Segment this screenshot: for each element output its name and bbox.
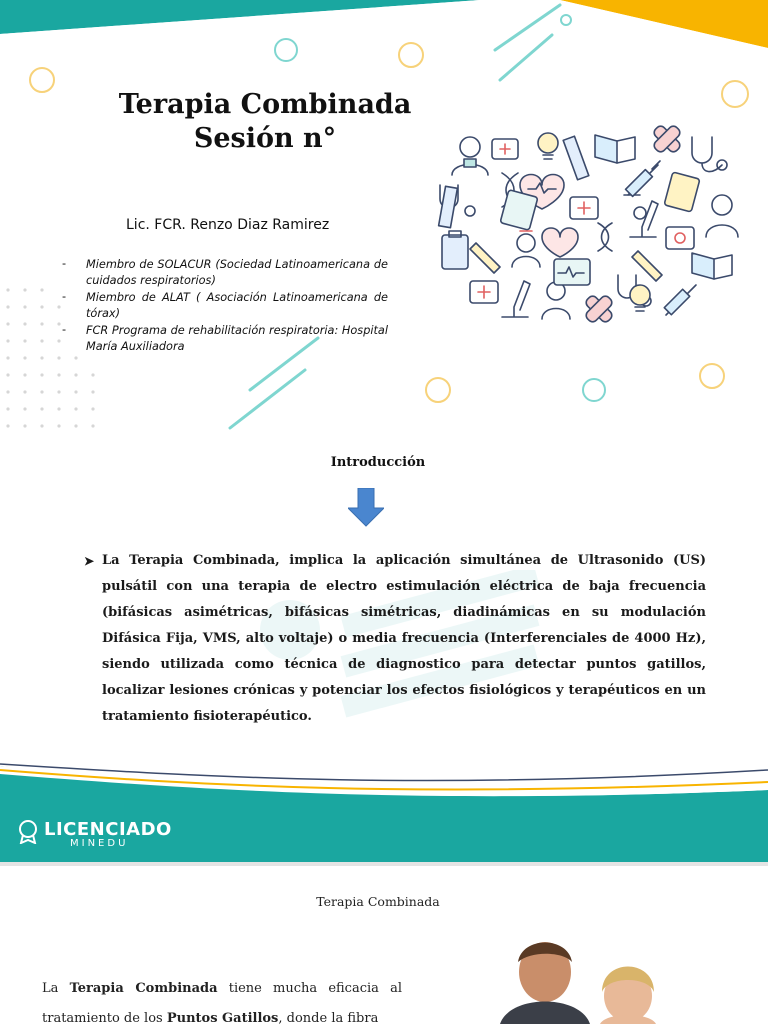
heart-icon [542,228,578,257]
bandage-icon [584,294,614,324]
brand-logo-subtext: MINEDU [70,838,129,849]
slide-2-paragraph [42,974,402,1024]
therapist-patient-photo [490,934,690,1024]
dna-icon [598,223,612,251]
lightbulb-icon [630,285,650,311]
introduction-heading: Introducción [330,455,426,470]
membership-text: FCR Programa de rehabilitación respiratoria: Hospital María Auxiliadora [86,324,388,353]
nurse-icon [512,231,540,267]
ruler-icon [563,136,589,180]
book-icon [595,135,635,163]
list-item [60,257,388,289]
clipboard-icon [442,231,468,269]
pencil-icon [470,243,500,273]
presentation-title [70,88,460,156]
dash-bullet: - [62,323,67,336]
list-item [60,323,388,355]
dash-bullet: - [62,257,67,270]
first-aid-kit-icon [570,197,598,219]
stethoscope-icon [692,137,727,172]
introduction-text: La Terapia Combinada, implica la aplicación simultánea de Ultrasonido (US) pulsátil con una terapia de electro estimulación eléctrica de baja frecuencia (bifásicas asimétricas, bifásicas simétricas, diadinámicas en su modulación Difásica Fija, VMS, alto voltaje) o media frecuencia (Interferenciales de 4000 Hz), siendo utilizada como técnica de diagnostico para detectar puntos gatillos, localizar lesiones crónicas y potenciar los efectos fisiológicos y terapéuticos en un tratamiento fisioterapéutico. [102,553,706,724]
slide-2 [0,866,768,1024]
microscope-icon [502,281,530,317]
book-icon [692,253,732,279]
syringe-icon [664,285,696,315]
medicine-box-icon [666,227,694,249]
notepad-icon [664,172,700,212]
para-middle: tiene mucha eficacia al tratamiento de los [42,981,402,1024]
author-name: Lic. FCR. Renzo Diaz Ramirez [126,217,330,233]
graduation-badge-icon [16,818,40,844]
notebook-icon [500,190,538,231]
list-item [60,290,388,322]
para-bold-term-2: Puntos Gatillos [166,1011,279,1024]
title-line-2: Sesión n° [193,123,337,154]
dash-bullet: - [62,290,67,303]
arrow-down-icon [348,488,384,528]
bandage-icon [652,125,682,154]
arrow-bullet-icon: ➤ [84,554,95,568]
para-bold-term: Terapia Combinada [69,981,218,996]
slide-2-title: Terapia Combinada [316,894,440,909]
membership-text: Miembro de ALAT ( Asociación Latinoamericana de tórax) [86,291,388,320]
lightbulb-icon [538,133,558,159]
membership-list [60,257,388,356]
microscope-icon [630,201,658,237]
first-aid-kit-icon [470,281,498,303]
heart-monitor-icon [554,259,590,285]
nurse-icon [542,282,570,319]
title-line-1: Terapia Combinada [118,89,412,120]
introduction-paragraph [84,548,706,730]
doctor-icon [706,195,738,237]
para-end: , donde la fibra [278,1011,379,1024]
para-prefix: La [42,981,59,996]
medical-icons-illustration [430,125,750,335]
syringe-icon [624,161,660,196]
brand-logo-text: LICENCIADO [44,819,172,840]
membership-text: Miembro de SOLACUR (Sociedad Latinoamericana de cuidados respiratorios) [86,258,388,287]
first-aid-kit-icon [492,139,518,159]
ruler-icon [439,186,458,227]
